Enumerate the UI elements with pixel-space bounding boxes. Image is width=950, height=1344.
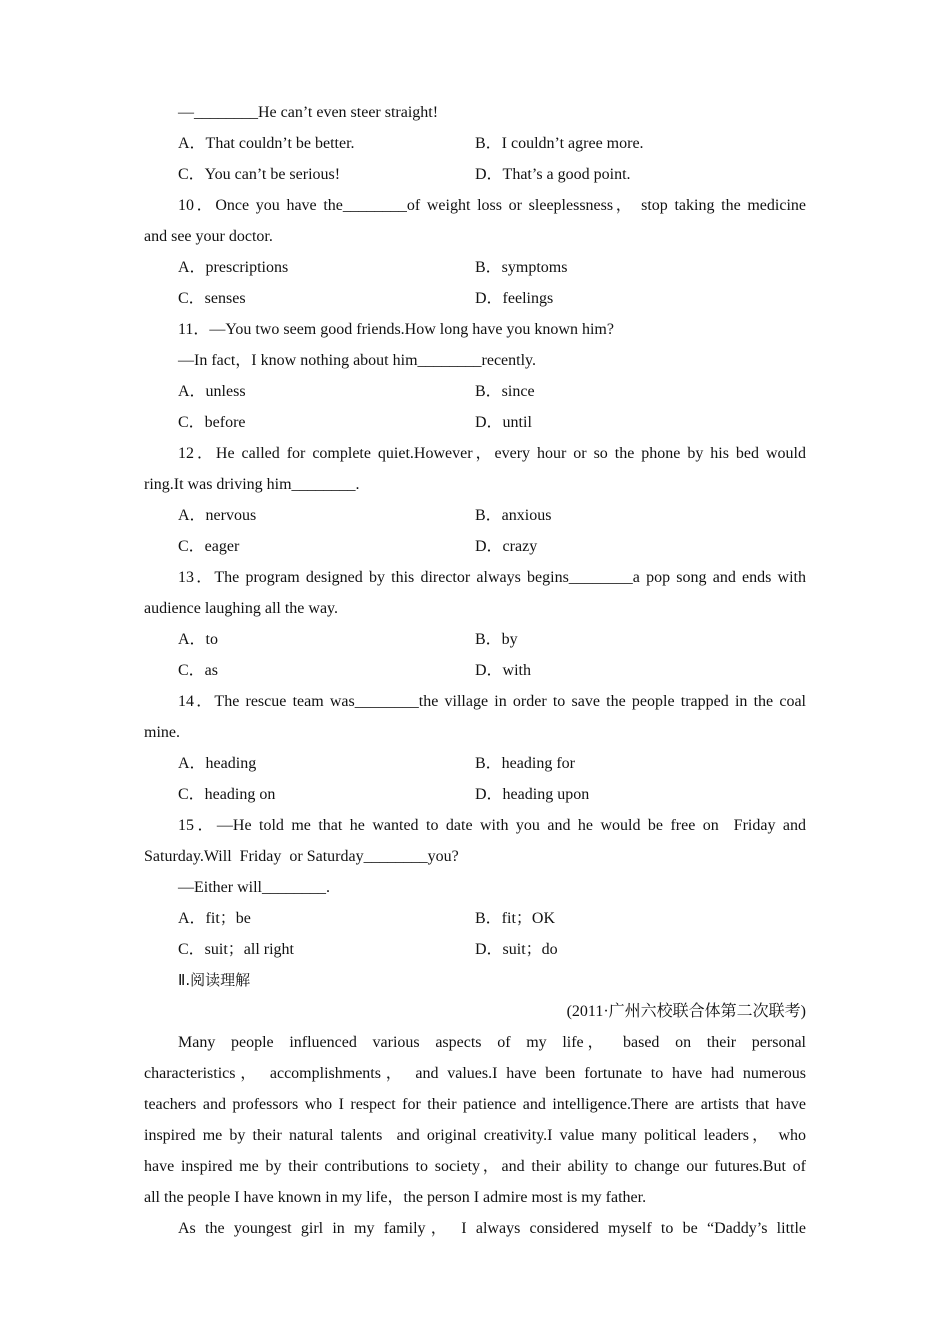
- q11-stem-line-2: —In fact，I know nothing about him________recently.: [178, 352, 537, 369]
- q15-stem-line-1: 15．—He told me that he wanted to date with you and he would be free on Friday and: [178, 817, 807, 834]
- q10-option-a: A．prescriptions: [178, 259, 289, 276]
- q13-option-a: A．to: [178, 631, 219, 648]
- q14-option-b: B．heading for: [475, 755, 575, 772]
- q15-option-a: A．fit；be: [178, 910, 251, 927]
- passage-line-2: characteristics， accomplishments， and values.I have been fortunate to have had numerous: [144, 1065, 806, 1082]
- q12-option-d: D．crazy: [475, 538, 538, 555]
- q15-stem-line-2: Saturday.Will Friday or Saturday________you?: [144, 848, 459, 865]
- q10-option-b: B．symptoms: [475, 259, 568, 276]
- q10-option-d: D．feelings: [475, 290, 554, 307]
- q12-stem-line-2: ring.It was driving him________.: [144, 476, 360, 493]
- q11-options-row-1: [144, 376, 806, 407]
- section-heading: Ⅱ.阅读理解: [178, 971, 251, 989]
- q9-option-a: A．That couldn’t be better.: [178, 135, 355, 152]
- q13-option-d: D．with: [475, 662, 532, 679]
- q14-option-a: A．heading: [178, 755, 257, 772]
- q9-options-row-1: [144, 128, 806, 159]
- passage-line-6: all the people I have known in my life，the person I admire most is my father.: [144, 1189, 647, 1206]
- q13-options-row-1: [144, 624, 806, 655]
- q10-options-row-1: [144, 252, 806, 283]
- q9-option-d: D．That’s a good point.: [475, 166, 631, 183]
- q9-option-c: C．You can’t be serious!: [178, 166, 341, 183]
- q15-option-c: C．suit；all right: [178, 941, 295, 958]
- q10-option-c: C．senses: [178, 290, 246, 307]
- q11-option-d: D．until: [475, 414, 532, 431]
- q14-options-row-2: [144, 779, 806, 810]
- passage-source: (2011·广州六校联合体第二次联考): [566, 1003, 806, 1020]
- q12-options-row-1: [144, 500, 806, 531]
- q12-stem-line-1: 12．He called for complete quiet.However，every hour or so the phone by his bed would: [178, 445, 806, 462]
- passage-line-3: teachers and professors who I respect for their patience and intelligence.There are artists that have: [144, 1096, 806, 1113]
- q10-options-row-2: [144, 283, 806, 314]
- q12-option-a: A．nervous: [178, 507, 257, 524]
- q15-options-row-2: [144, 934, 806, 965]
- q11-option-b: B．since: [475, 383, 535, 400]
- q10-stem-line-1: 10．Once you have the________of weight loss or sleeplessness， stop taking the medicine: [178, 197, 806, 214]
- q14-options-row-1: [144, 748, 806, 779]
- q15-options-row-1: [144, 903, 806, 934]
- q12-option-c: C．eager: [178, 538, 240, 555]
- q9-options-row-2: [144, 159, 806, 190]
- q12-option-b: B．anxious: [475, 507, 552, 524]
- q13-option-b: B．by: [475, 631, 518, 648]
- q11-option-c: C．before: [178, 414, 246, 431]
- passage-line-4: inspired me by their natural talents and original creativity.I value many political leaders， who: [144, 1127, 806, 1144]
- q13-stem-line-2: audience laughing all the way.: [144, 600, 338, 617]
- q15-stem-line-3: —Either will________.: [178, 879, 330, 896]
- q15-option-b: B．fit；OK: [475, 910, 556, 927]
- passage-line-1: Many people influenced various aspects of my life， based on their personal: [178, 1034, 806, 1051]
- q9-reply: —________He can’t even steer straight!: [178, 104, 439, 121]
- q14-stem-line-1: 14．The rescue team was________the village in order to save the people trapped in the coal: [178, 693, 806, 710]
- q12-options-row-2: [144, 531, 806, 562]
- q14-option-c: C．heading on: [178, 786, 276, 803]
- document-page: [144, 97, 806, 1244]
- passage-line-5: have inspired me by their contributions to society，and their ability to change our futures.But of: [144, 1158, 806, 1175]
- q13-option-c: C．as: [178, 662, 219, 679]
- q11-options-row-2: [144, 407, 806, 438]
- q11-option-a: A．unless: [178, 383, 246, 400]
- passage-line-7: As the youngest girl in my family， I always considered myself to be “Daddy’s little: [178, 1220, 806, 1237]
- q13-options-row-2: [144, 655, 806, 686]
- q10-stem-line-2: and see your doctor.: [144, 228, 273, 245]
- q14-option-d: D．heading upon: [475, 786, 590, 803]
- q14-stem-line-2: mine.: [144, 724, 180, 741]
- q13-stem-line-1: 13．The program designed by this director always begins________a pop song and ends with: [178, 569, 806, 586]
- q9-option-b: B．I couldn’t agree more.: [475, 135, 644, 152]
- q11-stem-line-1: 11．—You two seem good friends.How long have you known him?: [178, 321, 614, 338]
- q15-option-d: D．suit；do: [475, 941, 558, 958]
